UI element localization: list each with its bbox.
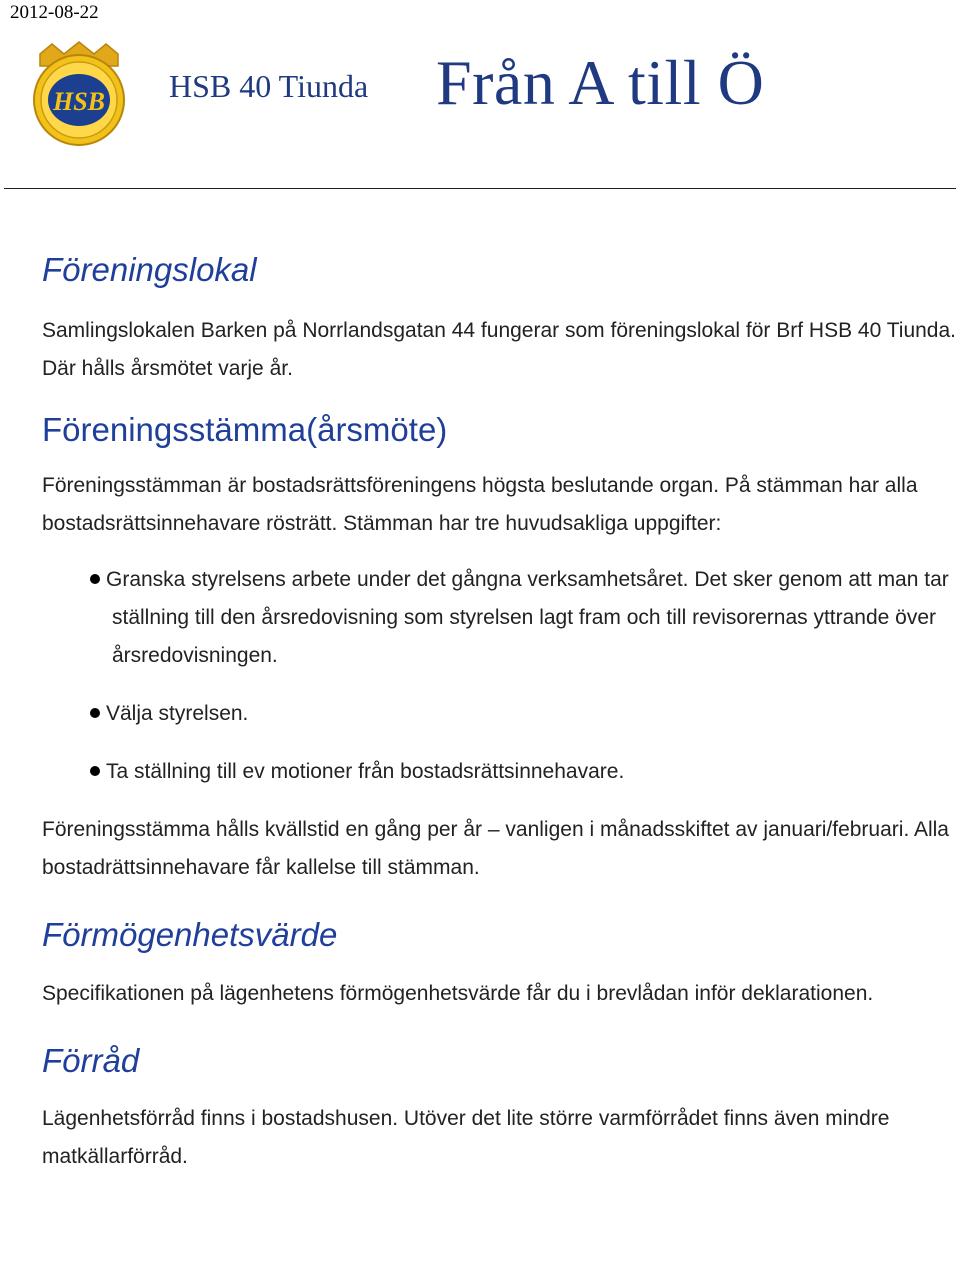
bullet-icon (90, 574, 100, 584)
section-foreningslokal (42, 250, 956, 388)
list-item (42, 753, 956, 791)
hsb-logo (26, 40, 132, 148)
logo-lettering: HSB (52, 87, 106, 116)
section-paragraph: Föreningsstämman är bostadsrättsföreningens högsta beslutande organ. På stämman har alla bostadsrättsinnehavare rösträtt. Stämman har tre huvudsakliga uppgifter: (42, 474, 918, 536)
task-list (42, 561, 956, 791)
list-item-text: Ta ställning till ev motioner från bostadsrättsinnehavare. (106, 760, 625, 784)
document-date: 2012-08-22 (10, 2, 99, 23)
section-paragraph: Föreningsstämma hålls kvällstid en gång per år – vanligen i månadsskiftet av januari/februari. Alla bostadrättsinnehavare får kallelse till stämman. (42, 818, 949, 880)
section-paragraph: Lägenhetsförråd finns i bostadshusen. Utöver det lite större varmförrådet finns även mindre matkällarförråd. (42, 1107, 890, 1169)
document-title: Från A till Ö (436, 47, 765, 118)
section-heading: Föreningsstämma(årsmöte) (42, 410, 448, 448)
organization-name: HSB 40 Tiunda (169, 68, 369, 104)
section-foreningsstamma (42, 410, 956, 888)
section-formogenhetsvarde (42, 915, 956, 1013)
list-item-text: Granska styrelsens arbete under det gångna verksamhetsåret. Det sker genom att man tar ställning till den årsredovisning som styrelsen lagt fram och till revisorernas yttrande över årsredovisningen. (106, 568, 949, 668)
section-paragraph: Specifikationen på lägenhetens förmögenhetsvärde får du i brevlådan inför deklarationen. (42, 981, 874, 1005)
bullet-icon (90, 766, 100, 776)
section-forrad (42, 1041, 956, 1177)
document-header (26, 40, 946, 150)
section-heading: Föreningslokal (42, 251, 257, 288)
section-heading: Förmögenhetsvärde (42, 916, 338, 954)
list-item (42, 561, 956, 675)
header-divider (4, 188, 956, 189)
bullet-icon (90, 708, 100, 718)
list-item (42, 695, 956, 733)
document-body (42, 236, 956, 1176)
section-paragraph: Samlingslokalen Barken på Norrlandsgatan 44 fungerar som föreningslokal för Brf HSB 40 Tiunda. Där hålls årsmötet varje år. (42, 318, 957, 380)
section-heading: Förråd (42, 1041, 140, 1079)
list-item-text: Välja styrelsen. (106, 702, 249, 726)
